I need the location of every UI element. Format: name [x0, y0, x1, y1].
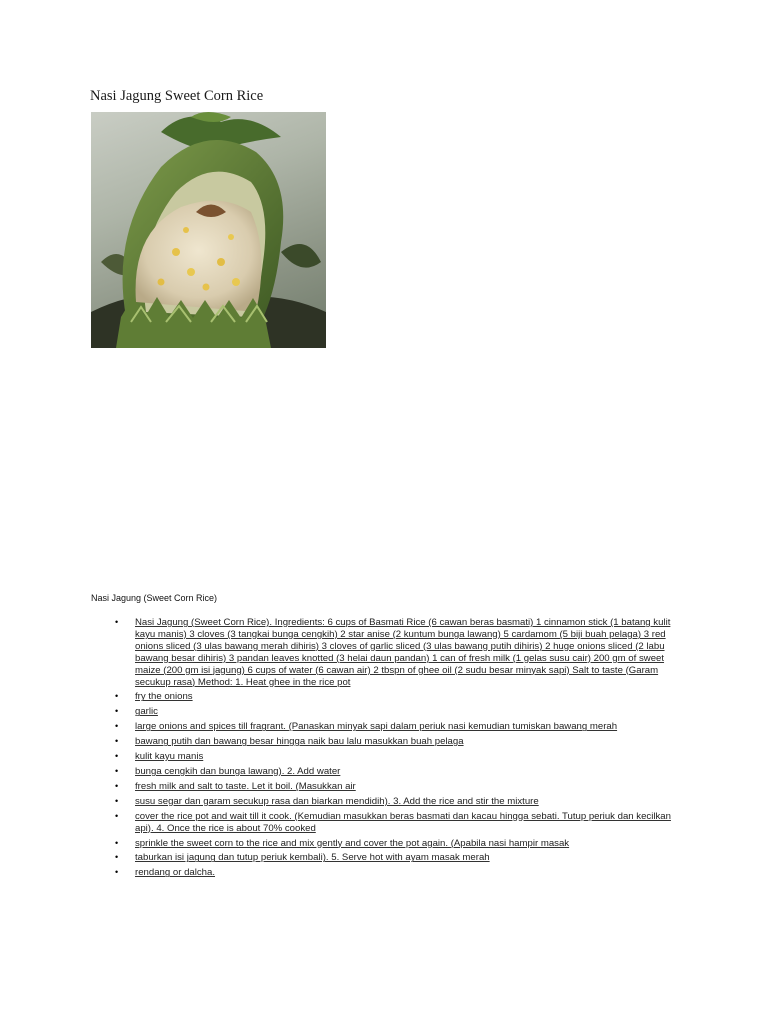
bullet-icon: •	[115, 721, 119, 732]
list-item-link[interactable]: Nasi Jagung (Sweet Corn Rice). Ingredients: 6 cups of Basmati Rice (6 cawan beras basmati) 1 cinnamon stick (1 batang kulit kayu manis) 3 cloves (3 tangkai bunga cengkih) 2 star anise (2 kuntum bunga lawang) 5 cardamom (5 biji buah pelaga) 3 red onions sliced (3 ulas bawang merah dihiris) 3 cloves of garlic sliced (3 ulas bawang putih dihiris) 2 huge onions sliced (2 labu bawang besar dihiris) 3 pandan leaves knotted (3 helai daun pandan) 1 can of fresh milk (1 gelas susu cair) 200 gm of sweet maize (200 gm isi jagung) 6 cups of water (6 cawan air) 2 tbspn of ghee oil (2 sudu besar minyak sapi) Salt to taste (Garam secukup rasa) Method: 1. Heat ghee in the rice pot	[135, 617, 671, 688]
page-title: Nasi Jagung Sweet Corn Rice	[90, 88, 264, 104]
list-item-link[interactable]: large onions and spices till fragrant. (Panaskan minyak sapi dalam periuk nasi kemudian tumiskan bawang merah	[135, 721, 618, 733]
list-item-link[interactable]: sprinkle the sweet corn to the rice and mix gently and cover the pot again. (Apabila nasi hampir masak	[135, 837, 570, 849]
bullet-icon: •	[115, 617, 119, 627]
list-item-link[interactable]: bunga cengkih dan bunga lawang). 2. Add water	[135, 765, 341, 777]
bullet-icon: •	[115, 852, 119, 863]
list-item	[112, 706, 682, 718]
sweet-corn-rice-photo	[91, 112, 326, 348]
list-item-link[interactable]: rendang or dalcha.	[135, 867, 216, 879]
bullet-icon: •	[115, 795, 119, 806]
list-item-link[interactable]: bawang putih dan bawang besar hingga naik bau lalu masukkan buah pelaga	[135, 736, 464, 748]
list-item	[112, 838, 682, 850]
list-item	[112, 691, 682, 703]
list-item	[112, 796, 682, 808]
bullet-icon: •	[115, 691, 119, 702]
list-item	[112, 736, 682, 748]
bullet-icon: •	[115, 810, 119, 821]
bullet-icon: •	[115, 751, 119, 762]
list-item-link[interactable]: cover the rice pot and wait till it cook. (Kemudian masukkan beras basmati dan kacau hingga sebati. Tutup periuk dan kecilkan api). 4. Once the rice is about 70% cooked	[135, 810, 671, 834]
list-item-link[interactable]: kulit kayu manis	[135, 751, 204, 763]
list-item-link[interactable]: taburkan isi jagung dan tutup periuk kembali). 5. Serve hot with ayam masak merah	[135, 852, 490, 864]
list-item-link[interactable]: garlic	[135, 706, 158, 718]
bullet-icon: •	[115, 867, 119, 878]
list-item	[112, 852, 682, 864]
bullet-icon: •	[115, 736, 119, 747]
list-item	[112, 781, 682, 793]
list-item-link[interactable]: fresh milk and salt to taste. Let it boil. (Masukkan air	[135, 780, 356, 792]
list-item	[112, 766, 682, 778]
list-item	[112, 721, 682, 733]
list-item	[112, 751, 682, 763]
bullet-icon: •	[115, 837, 119, 848]
list-item	[112, 811, 682, 835]
recipe-list	[112, 617, 682, 882]
photo-illustration	[91, 112, 326, 348]
list-item-link[interactable]: susu segar dan garam secukup rasa dan biarkan mendidih). 3. Add the rice and stir the mixture	[135, 795, 539, 807]
bullet-icon: •	[115, 706, 119, 717]
bullet-icon: •	[115, 765, 119, 776]
list-item	[112, 617, 682, 688]
list-item-link[interactable]: fry the onions	[135, 691, 193, 703]
bullet-icon: •	[115, 780, 119, 791]
recipe-heading: Nasi Jagung (Sweet Corn Rice)	[91, 593, 218, 603]
list-item	[112, 867, 682, 879]
